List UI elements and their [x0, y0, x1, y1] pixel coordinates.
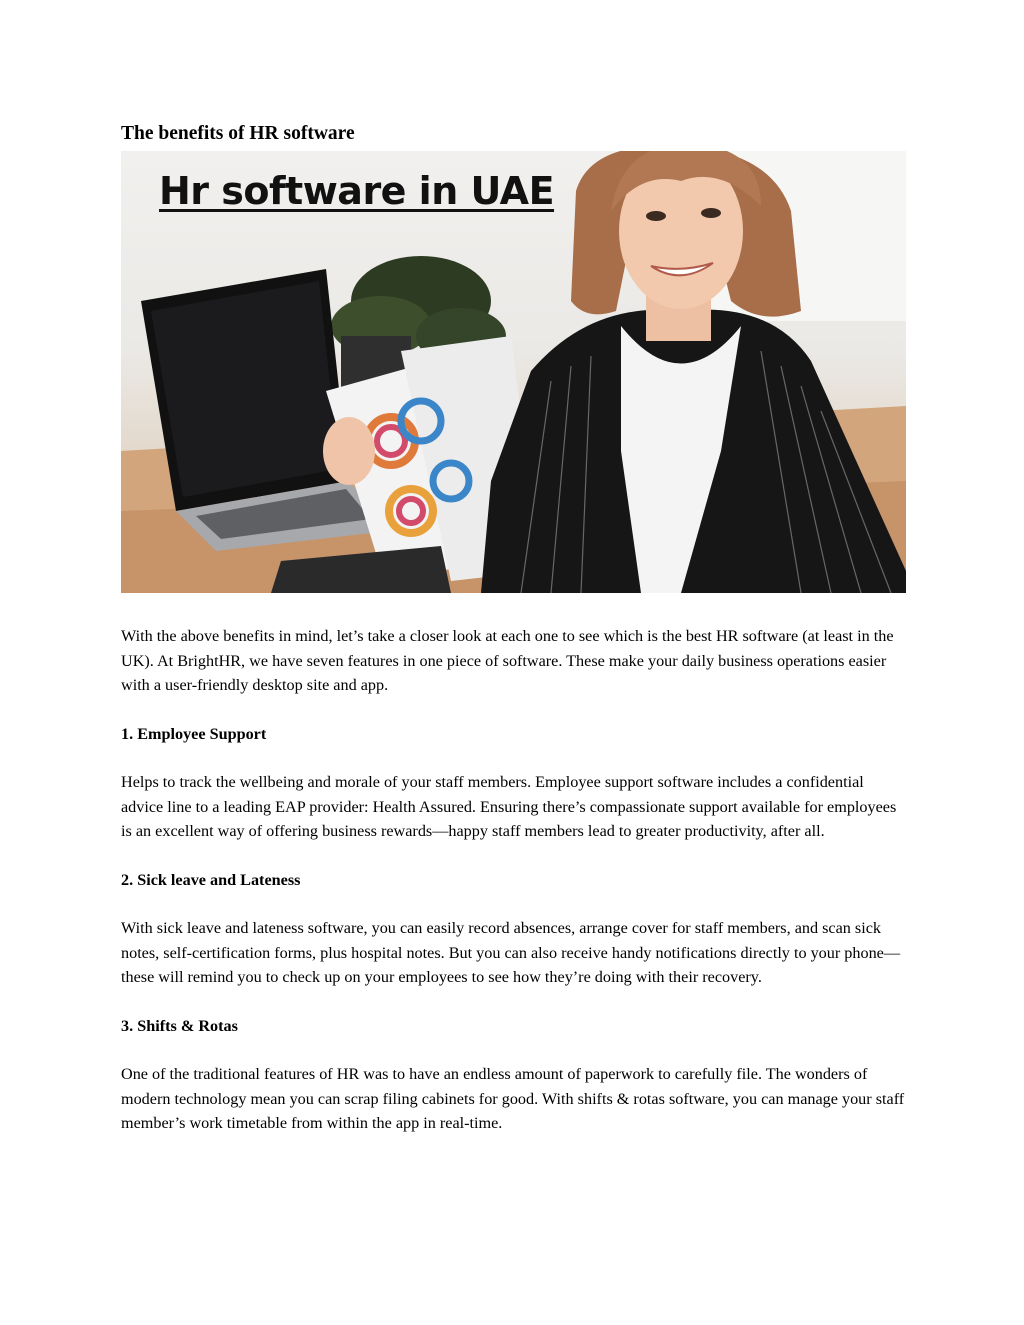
section-body-employee-support: Helps to track the wellbeing and morale of your staff members. Employee support software includes a confidential advice line to a leading EAP provider: Health Assured. Ensuring there’s compassionate support available for employees is an excellent way of offering business rewards—happy staff members lead to greater productivity, after all.	[121, 773, 897, 840]
section-heading-shifts-rotas: 3. Shifts & Rotas	[121, 1016, 238, 1035]
document-title: The benefits of HR software	[121, 123, 355, 144]
section-body-shifts-rotas: One of the traditional features of HR was to have an endless amount of paperwork to carefully file. The wonders of modern technology mean you can scrap filing cabinets for good. With shifts & rotas software, you can manage your staff member’s work timetable from within the app in real-time.	[121, 1065, 905, 1132]
document-content	[121, 120, 906, 1136]
section-heading-employee-support: 1. Employee Support	[121, 724, 267, 743]
hero-image-caption: Hr software in UAE	[159, 169, 555, 213]
intro-paragraph: With the above benefits in mind, let’s take a closer look at each one to see which is the best HR software (at least in the UK). At BrightHR, we have seven features in one piece of software. These make your daily business operations easier with a user-friendly desktop site and app.	[121, 627, 894, 694]
section-body-sick-leave: With sick leave and lateness software, you can easily record absences, arrange cover for staff members, and scan sick notes, self-certification forms, plus hospital notes. But you can also receive handy notifications directly to your phone—these will remind you to check up on your employees to see how they’re doing with their recovery.	[121, 919, 901, 986]
hero-image	[121, 151, 906, 593]
hero-illustration	[121, 151, 906, 593]
section-heading-sick-leave: 2. Sick leave and Lateness	[121, 870, 301, 889]
